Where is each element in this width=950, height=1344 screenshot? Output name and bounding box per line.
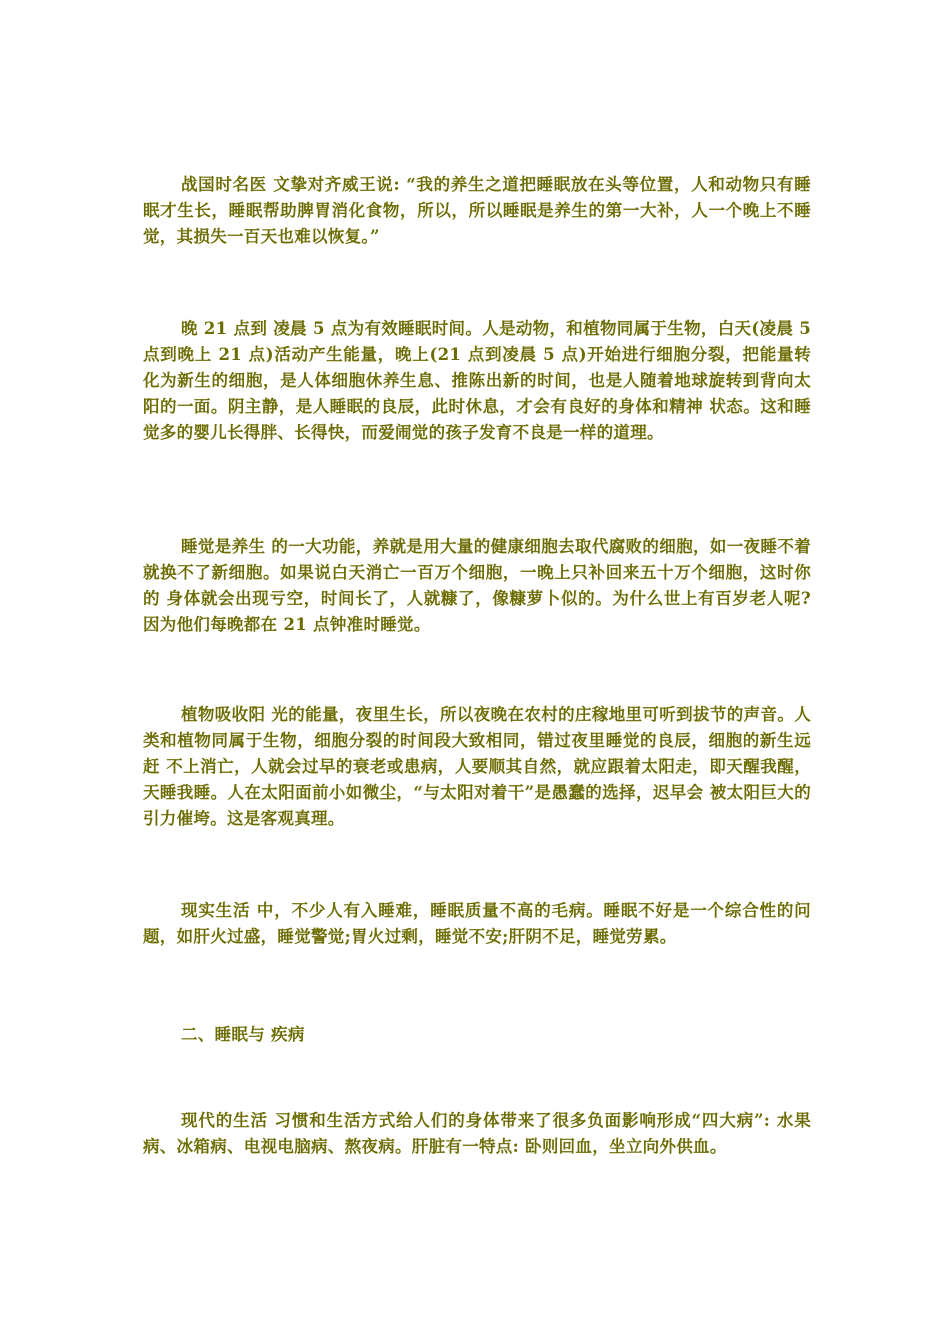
paragraph-sleep-problems: 现实生活 中，不少人有入睡难，睡眠质量不高的毛病。睡眠不好是一个综合性的问题，如肝火过盛，睡觉警觉;胃火过剩，睡觉不安;肝阴不足，睡觉劳累。 (143, 901, 811, 946)
paragraph-effective-sleep-time: 晚 21 点到 凌晨 5 点为有效睡眠时间。人是动物，和植物同属于生物，白天(凌晨 5 点到晚上 21 点)活动产生能量，晚上(21 点到凌晨 5 点)开始进行细胞分裂，把能量转 化为新生的细胞，是人体细胞休养生息、推陈出新的时间，也是人随着地球旋转到背向太阳的一面。阴主静，是人睡眠的良辰，此时休息，才会有良好的身体和精神 状态。这和睡觉多的婴儿长得胖、长得快，而爱闹觉的孩子发育不良是一样的道理。 (143, 319, 811, 442)
paragraph-plants-and-sun: 植物吸收阳 光的能量，夜里生长，所以夜晚在农村的庄稼地里可听到拔节的声音。人类和植物同属于生物，细胞分裂的时间段大致相同，错过夜里睡觉的良辰，细胞的新生远赶 不上消亡，人就会过早的衰老或患病，人要顺其自然，就应跟着太阳走，即天醒我醒，天睡我睡。人在太阳面前小如微尘，“与太阳对着干”是愚蠢的选择，迟早会 被太阳巨大的引力催垮。这是客观真理。 (143, 705, 811, 828)
paragraph-modern-diseases: 现代的生活 习惯和生活方式给人们的身体带来了很多负面影响形成“四大病”: 水果病、冰箱病、电视电脑病、熬夜病。肝脏有一特点: 卧则回血，坐立向外供血。 (143, 1111, 811, 1156)
paragraph-sleep-regeneration: 睡觉是养生 的一大功能，养就是用大量的健康细胞去取代腐败的细胞，如一夜睡不着就换不了新细胞。如果说白天消亡一百万个细胞，一晚上只补回来五十万个细胞，这时你的 身体就会出现亏空，时间长了，人就糠了，像糠萝卜似的。为什么世上有百岁老人呢?因为他们每晚都在 21 点钟准时睡觉。 (143, 537, 811, 634)
section-heading-sleep-and-disease: 二、睡眠与 疾病 (181, 1025, 305, 1044)
paragraph-sleep-philosophy: 战国时名医 文挚对齐威王说: “我的养生之道把睡眠放在头等位置，人和动物只有睡眠才生长，睡眠帮助脾胃消化食物，所以，所以睡眠是养生的第一大补，人一个晚上不睡 觉，其损失一百天也难以恢复。” (143, 175, 811, 246)
